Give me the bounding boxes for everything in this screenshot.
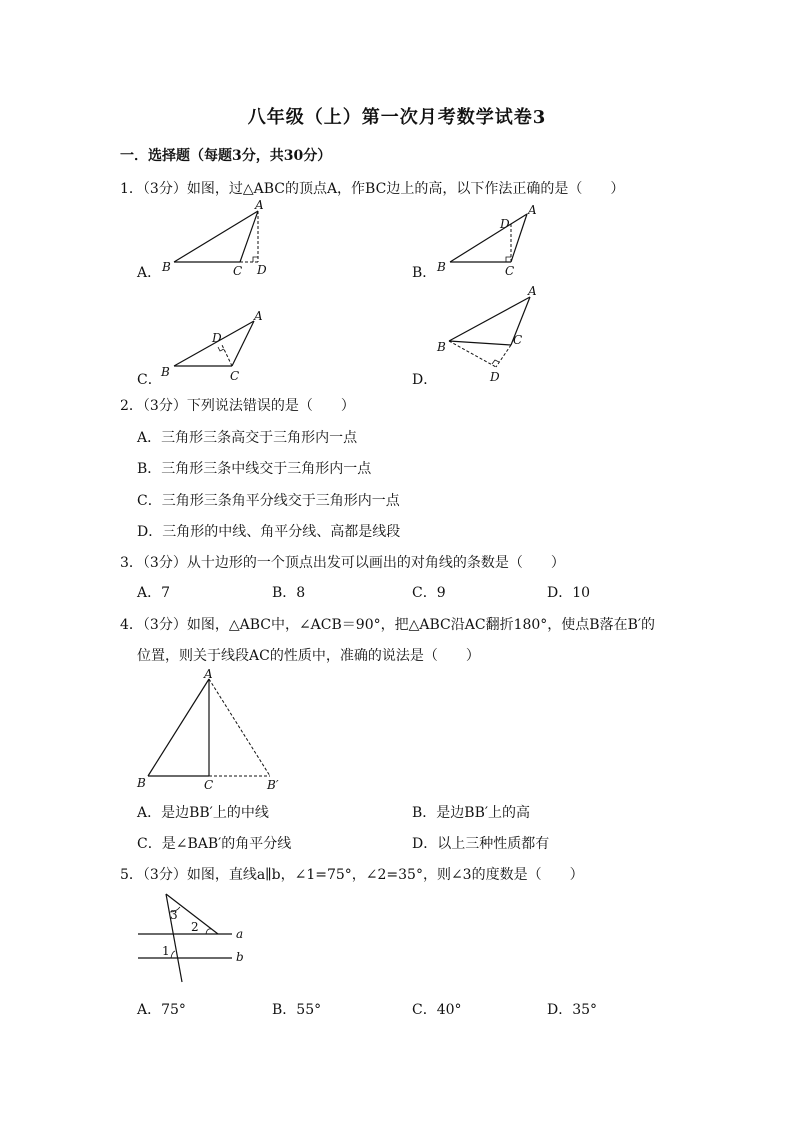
question-3-stem: 3．（3分）从十边形的一个顶点出发可以画出的对角线的条数是（ ） xyxy=(120,555,565,571)
label-c: C xyxy=(233,264,243,278)
q3-option-b: B．8 xyxy=(272,585,306,601)
label-d: D xyxy=(212,331,222,345)
label-line-b: b xyxy=(236,950,244,964)
q4-option-a: A．是边BB′上的中线 xyxy=(137,805,269,821)
label-3: 3 xyxy=(170,908,178,922)
q4-option-c: C．是∠BAB′的角平分线 xyxy=(137,836,292,852)
label-b: B xyxy=(437,340,446,354)
q4-option-d: D．以上三种性质都有 xyxy=(412,836,550,852)
label-b: B xyxy=(137,776,146,790)
label-c: C xyxy=(204,778,214,792)
q1-figure-a xyxy=(158,200,278,280)
q3-option-a: A．7 xyxy=(137,585,171,601)
q2-option-d: D．三角形的中线、角平分线、高都是线段 xyxy=(137,524,401,540)
label-d: D xyxy=(257,263,267,277)
q1-option-a-label: A． xyxy=(137,265,162,281)
q4-figure xyxy=(132,665,302,795)
q5-option-d: D．35° xyxy=(547,1002,598,1018)
label-b: B xyxy=(161,365,170,379)
label-d: D xyxy=(500,217,510,231)
q1-figure-b xyxy=(435,200,555,280)
label-2: 2 xyxy=(191,920,199,934)
label-a: A xyxy=(254,309,263,323)
q5-figure xyxy=(132,888,262,988)
label-c: C xyxy=(513,333,523,347)
label-b-prime: B′ xyxy=(267,778,279,792)
label-a: A xyxy=(528,284,537,298)
page-title: 八年级（上）第一次月考数学试卷3 xyxy=(247,107,547,128)
q1-figure-c xyxy=(158,306,278,386)
q2-option-c: C．三角形三条角平分线交于三角形内一点 xyxy=(137,493,400,509)
q5-option-b: B．55° xyxy=(272,1002,322,1018)
label-c: C xyxy=(505,264,515,278)
q3-option-d: D．10 xyxy=(547,585,591,601)
q2-option-a: A．三角形三条高交于三角形内一点 xyxy=(137,430,358,446)
label-a: A xyxy=(528,203,537,217)
question-4-stem-line2: 位置，则关于线段AC的性质中，准确的说法是（ ） xyxy=(137,648,480,664)
label-c: C xyxy=(230,369,240,383)
question-2-stem: 2．（3分）下列说法错误的是（ ） xyxy=(120,398,355,414)
section-heading: 一．选择题（每题3分，共30分） xyxy=(120,148,332,164)
question-5-stem: 5．（3分）如图，直线a∥b，∠1=75°，∠2=35°，则∠3的度数是（ ） xyxy=(120,867,584,883)
label-b: B xyxy=(162,260,171,274)
q1-option-b-label: B． xyxy=(412,265,437,281)
label-a: A xyxy=(255,200,264,212)
q1-option-d-label: D． xyxy=(412,372,438,388)
q5-option-c: C．40° xyxy=(412,1002,462,1018)
q2-option-b: B．三角形三条中线交于三角形内一点 xyxy=(137,461,372,477)
question-1-stem: 1．（3分）如图，过△ABC的顶点A，作BC边上的高，以下作法正确的是（ ） xyxy=(120,181,625,197)
q1-option-c-label: C． xyxy=(137,372,162,388)
label-d: D xyxy=(490,370,500,384)
q5-option-a: A．75° xyxy=(137,1002,186,1018)
label-line-a: a xyxy=(236,927,244,941)
q1-figure-d xyxy=(435,282,555,386)
q4-option-b: B．是边BB′上的高 xyxy=(412,805,531,821)
q3-option-c: C．9 xyxy=(412,585,446,601)
question-4-stem-line1: 4．（3分）如图，△ABC中，∠ACB＝90°，把△ABC沿AC翻折180°，使点B落在B′的 xyxy=(120,617,656,633)
label-a: A xyxy=(204,667,213,681)
label-1: 1 xyxy=(162,944,170,958)
label-b: B xyxy=(437,260,446,274)
